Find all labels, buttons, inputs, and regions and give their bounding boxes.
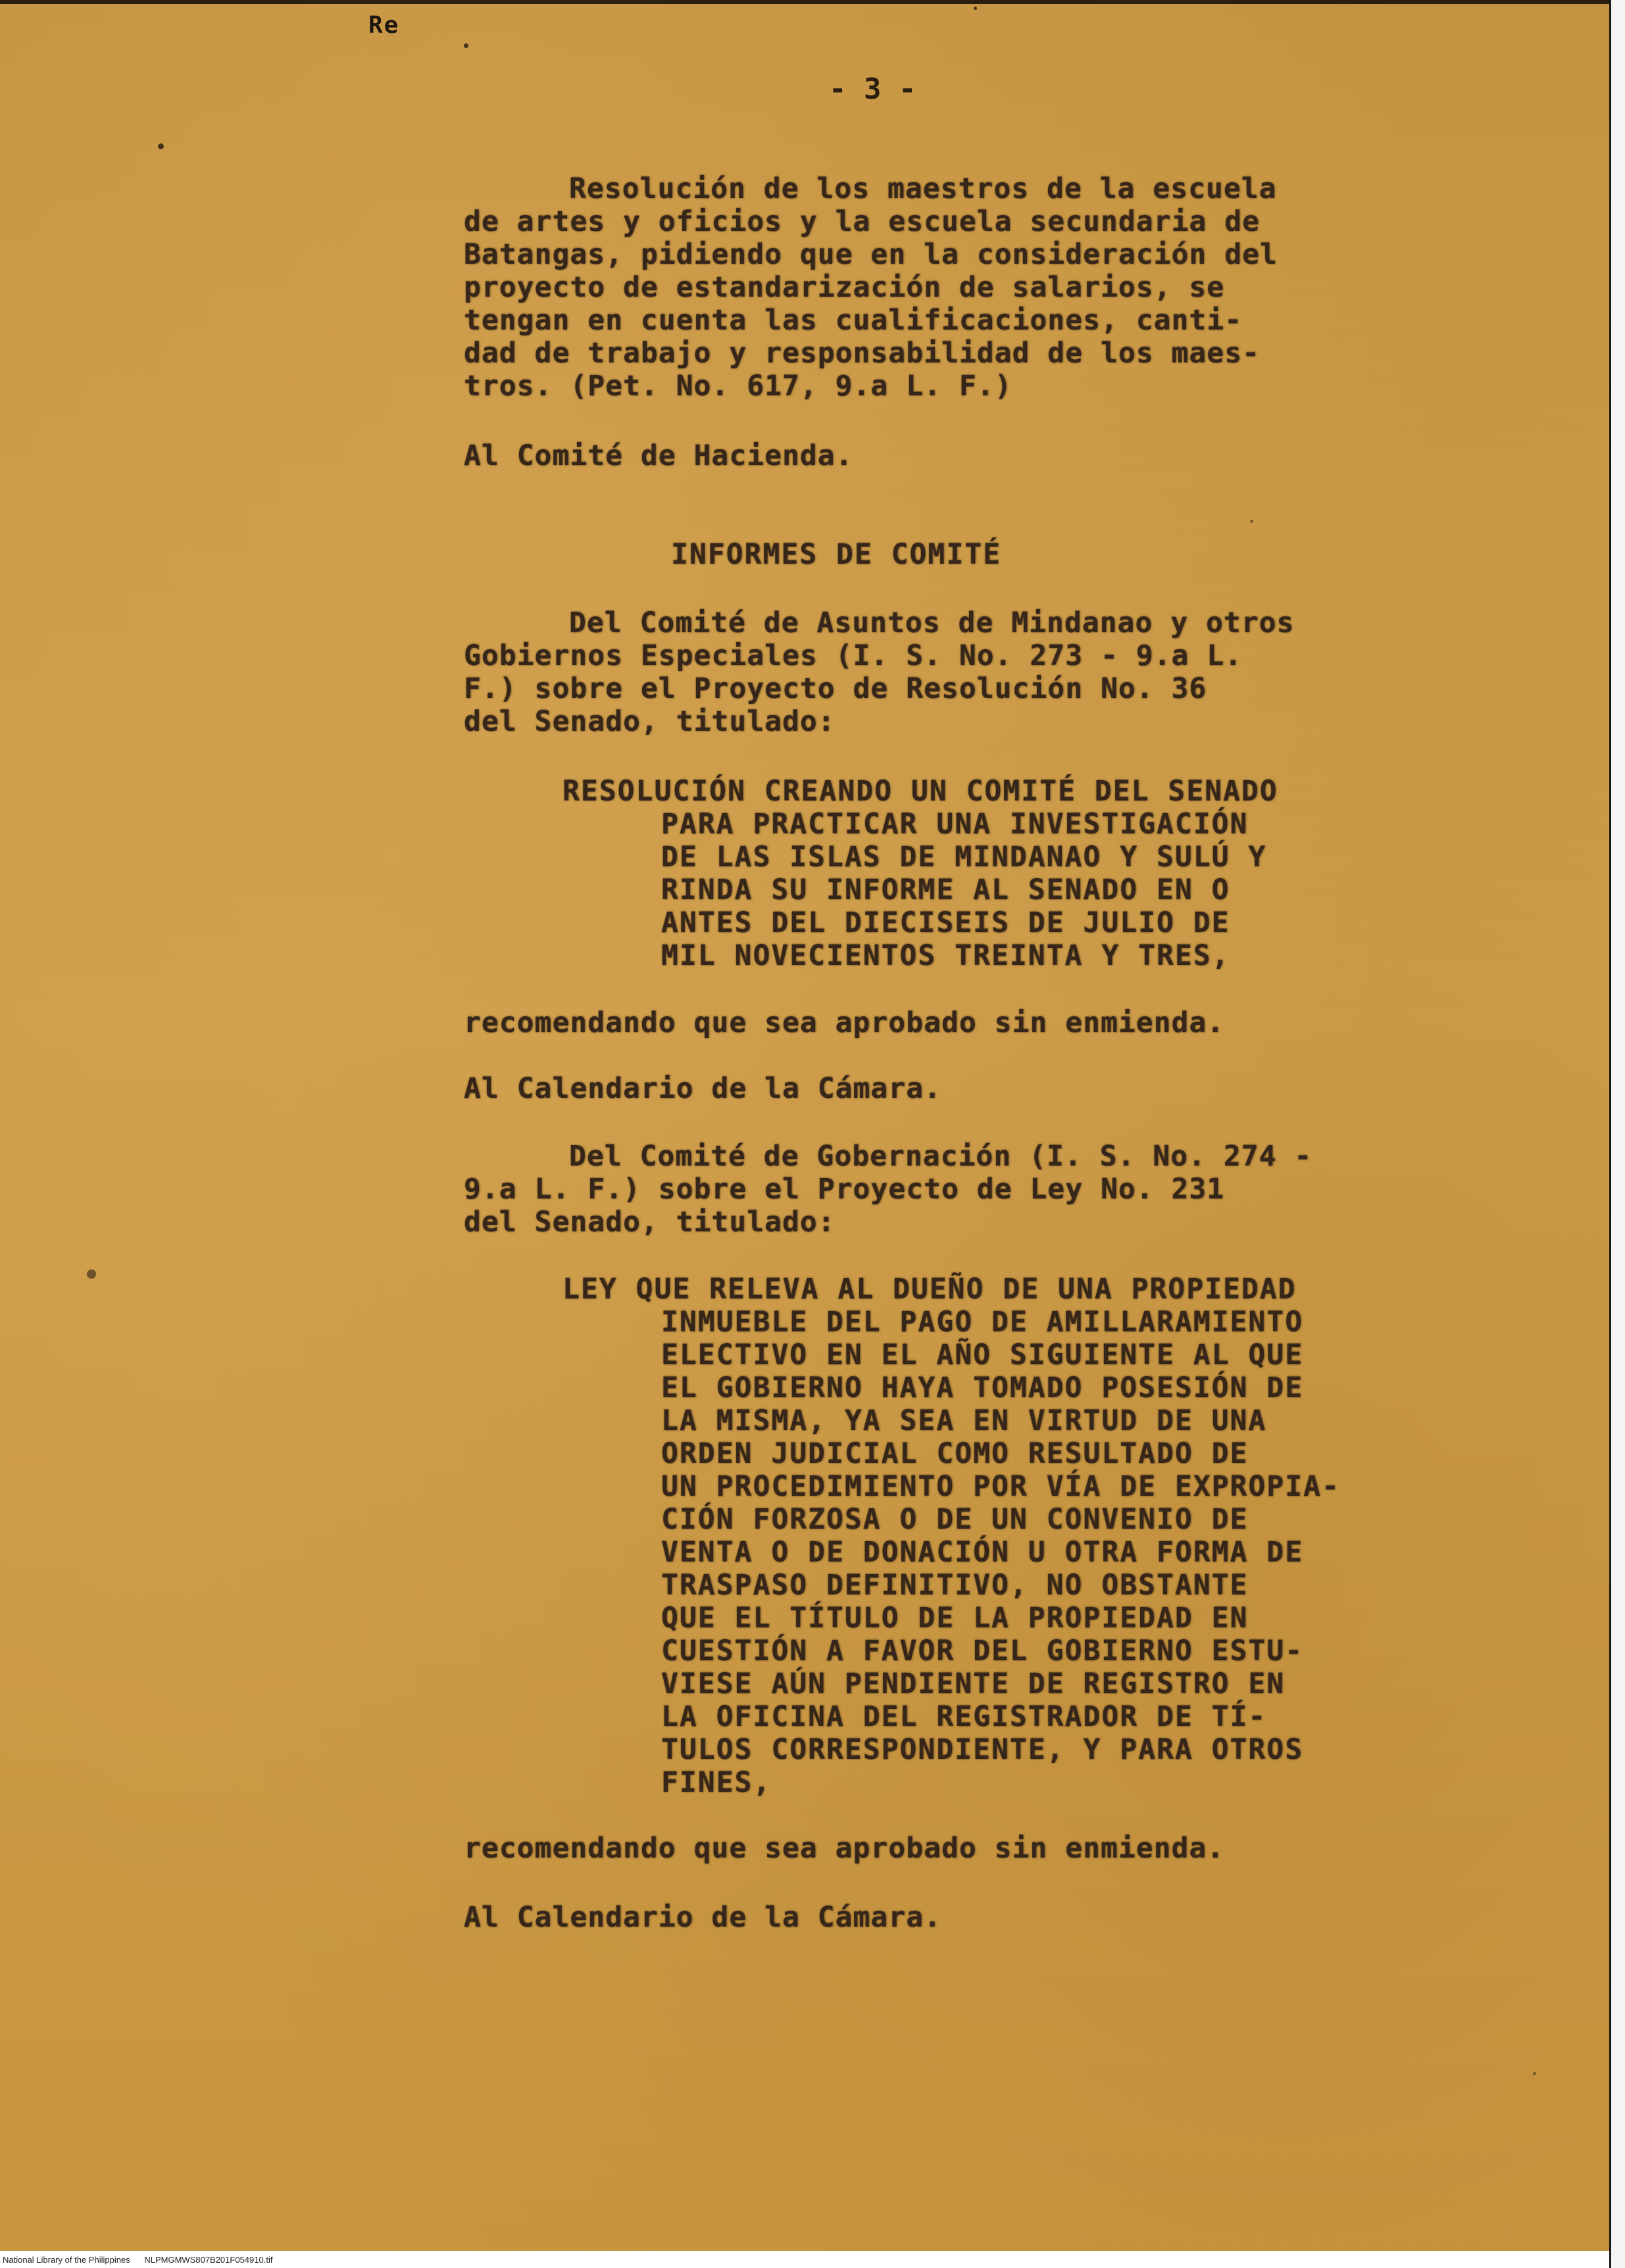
report2-title-line: LEY QUE RELEVA AL DUEÑO DE UNA PROPIEDAD [562,1273,1297,1306]
petition-line: Batangas, pidiendo que en la consideración del [464,238,1278,271]
scan-right-edge [1609,0,1625,2268]
report2-title-line: ELECTIVO EN EL AÑO SIGUIENTE AL QUE [661,1339,1304,1371]
footer-file-id: NLPMGMWS807B201F054910.tif [144,2255,273,2265]
report1-intro-line: F.) sobre el Proyecto de Resolución No. 36 [464,672,1207,705]
report1-title-line: ANTES DEL DIECISEIS DE JULIO DE [661,906,1230,939]
report2-title-line: VENTA O DE DONACIÓN U OTRA FORMA DE [661,1536,1304,1569]
report2-title-line: TRASPASO DEFINITIVO, NO OBSTANTE [661,1569,1249,1602]
report2-title-line: CIÓN FORZOSA O DE UN CONVENIO DE [661,1503,1249,1536]
top-edge-shadow [0,0,1609,4]
ink-speck [158,143,164,149]
report2-title-line: LA MISMA, YA SEA EN VIRTUD DE UNA [661,1404,1267,1437]
report2-intro-line: Del Comité de Gobernación (I. S. No. 274 - [569,1140,1312,1173]
report2-intro-line: 9.a L. F.) sobre el Proyecto de Ley No. 231 [464,1173,1225,1206]
page-number: - 3 - [829,72,916,106]
report1-intro-line: Del Comité de Asuntos de Mindanao y otros [569,606,1295,639]
footer-library: National Library of the Philippines [3,2255,130,2265]
ink-speck [87,1270,96,1279]
scan-footer [3,2255,272,2265]
section-heading: INFORMES DE COMITÉ [671,538,1001,571]
report1-title-line: PARA PRACTICAR UNA INVESTIGACIÓN [661,808,1249,841]
report2-title-line: TULOS CORRESPONDIENTE, Y PARA OTROS [661,1733,1304,1766]
petition-line: tengan en cuenta las cualificaciones, canti- [464,304,1243,337]
report2-title-line: QUE EL TÍTULO DE LA PROPIEDAD EN [661,1602,1249,1635]
report1-recommendation: recomendando que sea aprobado sin enmienda. [464,1006,1225,1039]
petition-line: dad de trabajo y responsabilidad de los maes- [464,337,1260,370]
report1-intro-line: Gobiernos Especiales (I. S. No. 273 - 9.a L. [464,639,1243,672]
report1-referral: Al Calendario de la Cámara. [464,1072,941,1105]
report2-referral: Al Calendario de la Cámara. [464,1901,941,1934]
report2-title-line: INMUEBLE DEL PAGO DE AMILLARAMIENTO [661,1306,1304,1339]
report2-title-line: UN PROCEDIMIENTO POR VÍA DE EXPROPIA- [661,1470,1340,1503]
report2-recommendation: recomendando que sea aprobado sin enmienda. [464,1832,1225,1865]
petition-line: proyecto de estandarización de salarios, se [464,271,1225,304]
petition-line: Resolución de los maestros de la escuela [569,172,1277,205]
report1-title-line: MIL NOVECIENTOS TREINTA Y TRES, [661,939,1230,972]
report1-title-line: RINDA SU INFORME AL SENADO EN O [661,874,1230,906]
report2-title-line: LA OFICINA DEL REGISTRADOR DE TÍ- [661,1700,1267,1733]
handwritten-mark: Re [368,12,400,39]
report2-title-line: CUESTIÓN A FAVOR DEL GOBIERNO ESTU- [661,1635,1304,1667]
petition-referral: Al Comité de Hacienda. [464,439,853,472]
report2-title-line: ORDEN JUDICIAL COMO RESULTADO DE [661,1437,1249,1470]
ink-speck [1533,2072,1536,2075]
report1-title-line: DE LAS ISLAS DE MINDANAO Y SULÚ Y [661,841,1267,874]
report2-intro-line: del Senado, titulado: [464,1206,836,1239]
report1-title-line: RESOLUCIÓN CREANDO UN COMITÉ DEL SENADO [562,775,1278,808]
ink-speck [464,43,468,48]
ink-speck [1250,520,1253,523]
report2-title-line: FINES, [661,1766,772,1799]
report2-title-line: EL GOBIERNO HAYA TOMADO POSESIÓN DE [661,1371,1304,1404]
petition-line: de artes y oficios y la escuela secundaria de [464,205,1260,238]
report1-intro-line: del Senado, titulado: [464,705,836,738]
ink-speck [974,7,977,10]
petition-line: tros. (Pet. No. 617, 9.a L. F.) [464,370,1013,403]
report2-title-line: VIESE AÚN PENDIENTE DE REGISTRO EN [661,1667,1286,1700]
